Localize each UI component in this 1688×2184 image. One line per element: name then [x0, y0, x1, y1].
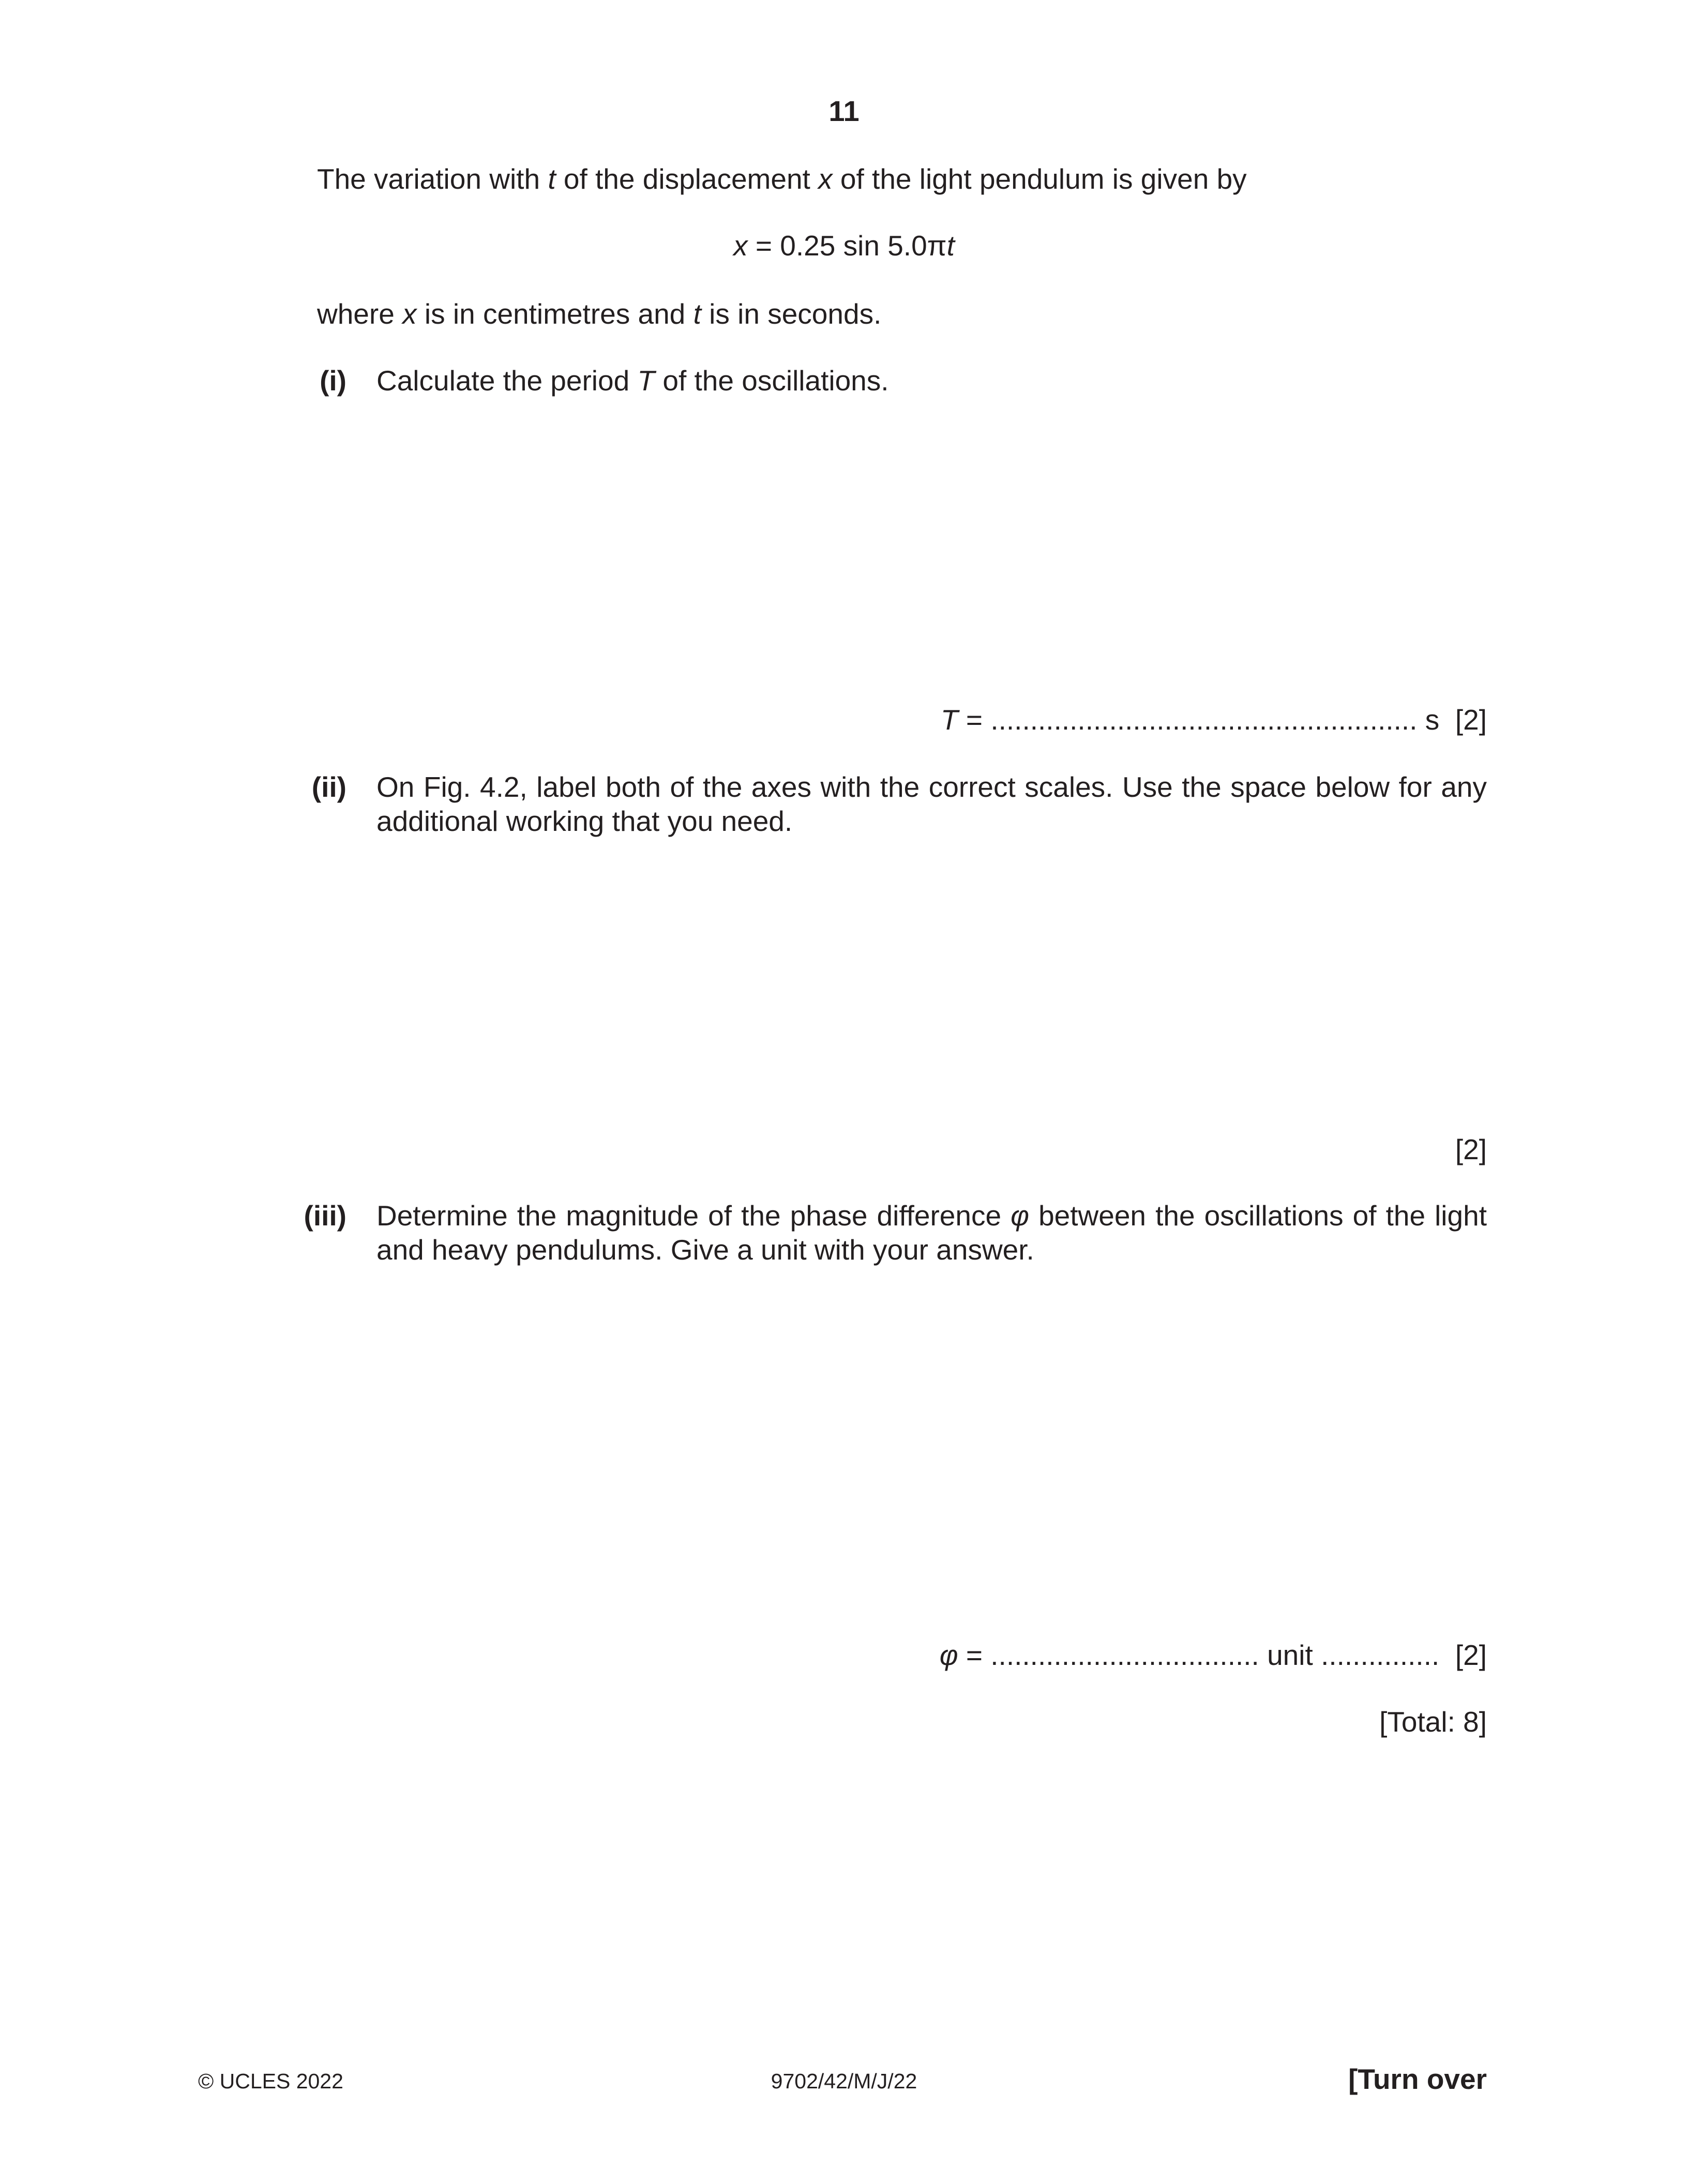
answer-dots[interactable]: ......................................................	[990, 704, 1418, 736]
intro-text-part: of the light pendulum is given by	[832, 163, 1247, 195]
question-i-label: (i)	[320, 365, 346, 397]
copyright: © UCLES 2022	[198, 2069, 343, 2093]
equals-sign: =	[958, 704, 991, 736]
units-statement	[317, 297, 881, 331]
marks-label: [2]	[1455, 704, 1487, 736]
variable-t: t	[946, 230, 955, 262]
question-text-part: between the oscillations of the light and heavy pendulums. Give a unit with your answer.	[376, 1200, 1487, 1266]
variable-phi: φ	[1011, 1200, 1030, 1232]
units-text-part: where	[317, 298, 403, 330]
displacement-equation	[0, 229, 1688, 263]
turn-over: [Turn over	[1348, 2063, 1487, 2095]
paper-code: 9702/42/M/J/22	[771, 2069, 917, 2093]
answer-variable-phi: φ	[939, 1639, 958, 1671]
variable-x: x	[818, 163, 833, 195]
question-text-part: of the oscillations.	[655, 365, 889, 397]
answer-variable-T: T	[941, 704, 958, 736]
question-i-text	[376, 363, 889, 398]
question-ii-text: On Fig. 4.2, label both of the axes with the correct scales. Use the space below for any additional working that you need.	[376, 771, 1487, 837]
intro-text-part: of the displacement	[555, 163, 819, 195]
intro-text-part: The variation with	[317, 163, 548, 195]
question-text-part: Calculate the period	[376, 365, 638, 397]
marks-label: [2]	[1455, 1639, 1487, 1671]
units-text-part: is in seconds.	[701, 298, 882, 330]
unit-dots[interactable]: ...............	[1321, 1639, 1440, 1671]
variable-t: t	[693, 298, 701, 330]
variable-T: T	[637, 365, 655, 397]
answer-dots[interactable]: ..................................	[990, 1639, 1259, 1671]
equation-rhs: = 0.25 sin 5.0π	[747, 230, 947, 262]
variable-x: x	[733, 230, 748, 262]
equals-sign: =	[958, 1639, 991, 1671]
answer-unit: s	[1417, 704, 1440, 736]
unit-label: unit	[1259, 1639, 1321, 1671]
question-iii-label: (iii)	[304, 1200, 346, 1232]
question-text-part: Determine the magnitude of the phase difference	[376, 1200, 1011, 1232]
units-text-part: is in centimetres and	[416, 298, 694, 330]
variable-t: t	[548, 163, 556, 195]
marks-label: [2]	[1455, 1133, 1487, 1165]
page-number: 11	[828, 95, 860, 127]
question-ii-label: (ii)	[311, 771, 346, 803]
question-iii-text	[376, 1199, 1487, 1267]
total-marks: [Total: 8]	[1379, 1706, 1487, 1738]
variable-x: x	[402, 298, 417, 330]
intro-text	[317, 162, 1247, 196]
answer-line-period[interactable]	[941, 703, 1487, 737]
answer-line-phase[interactable]	[940, 1638, 1487, 1672]
